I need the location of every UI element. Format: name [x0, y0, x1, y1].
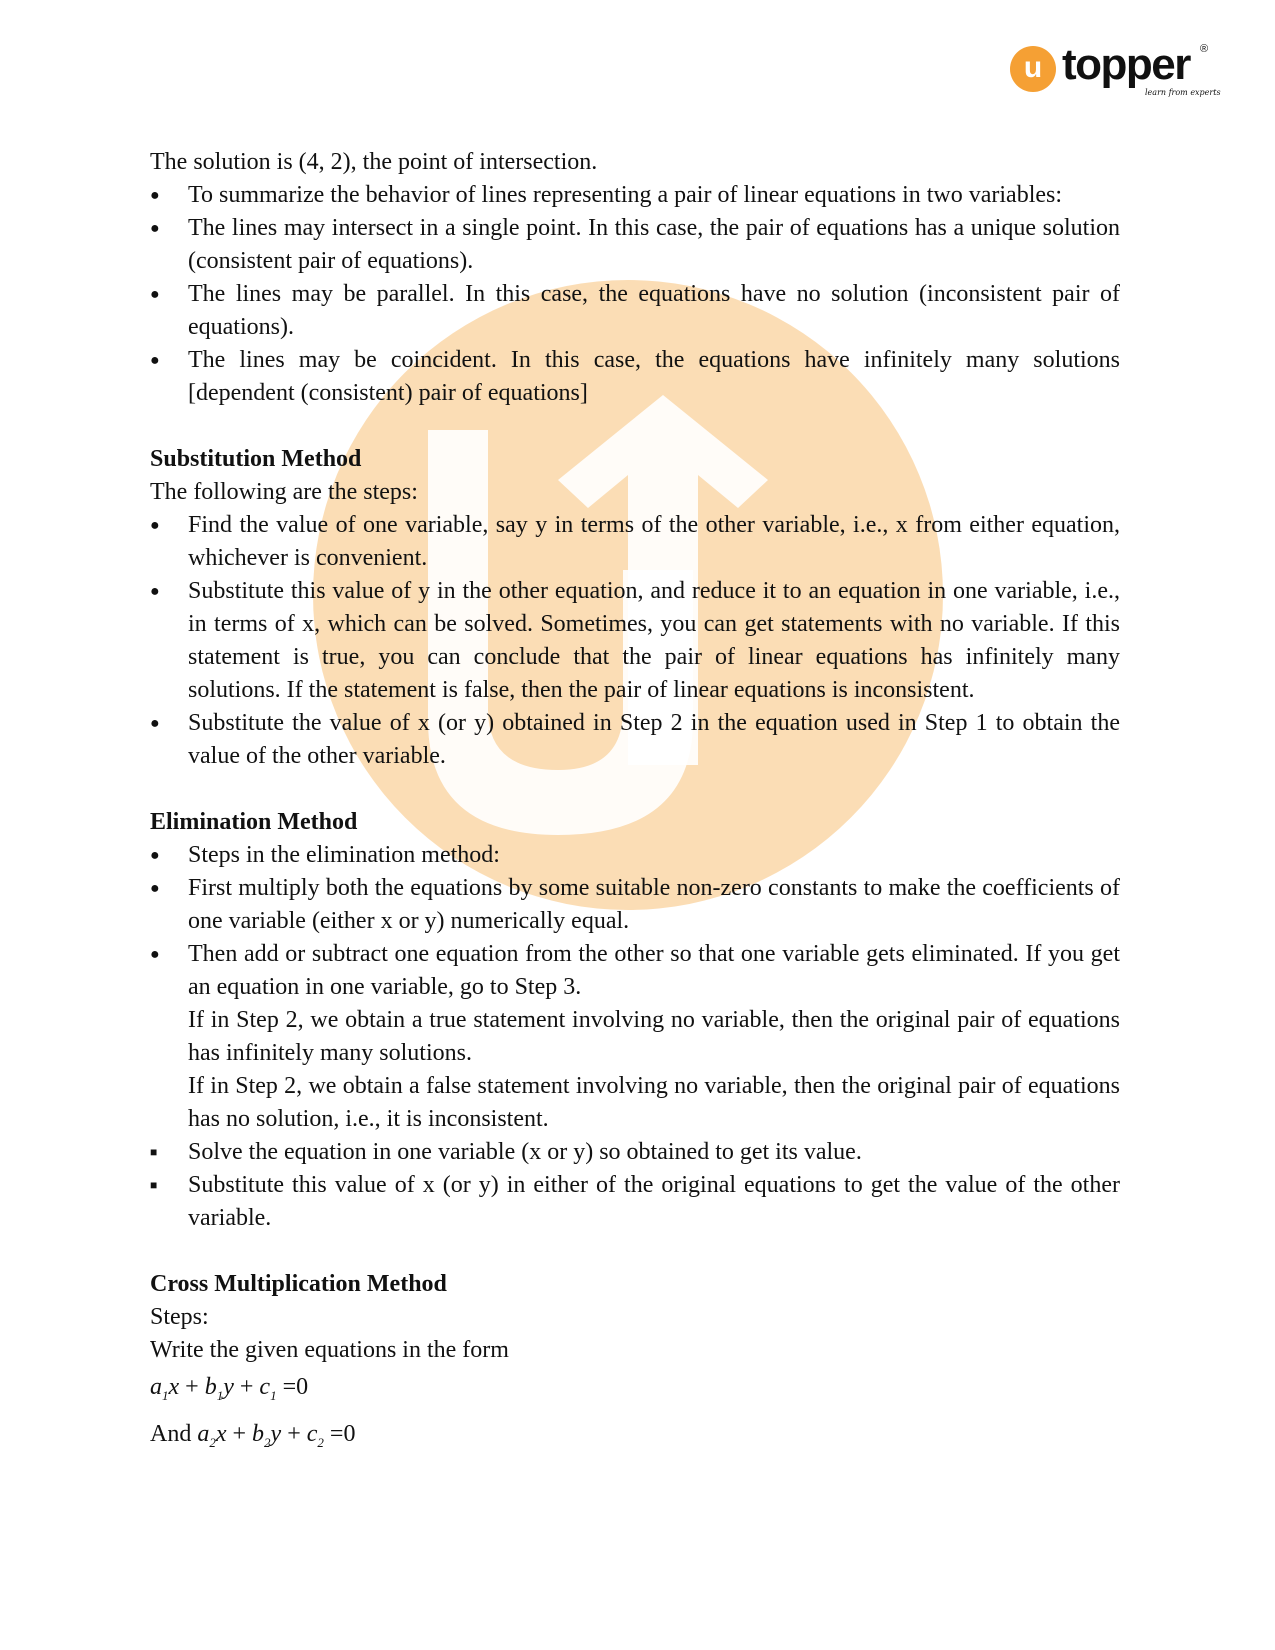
- elimination-step-text: Then add or subtract one equation from the other so that one variable gets eliminated. If you get an equation in one variable, go to Step 3.: [188, 941, 1120, 1000]
- form-line: Write the given equations in the form: [150, 1337, 509, 1363]
- list-item: ● The lines may be parallel. In this case, the equations have no solution (inconsistent pair of equations).: [150, 278, 1120, 344]
- substitution-steps: [150, 509, 1120, 773]
- elimination-heading: Elimination Method: [150, 809, 358, 835]
- solution-line: The solution is (4, 2), the point of intersection.: [150, 149, 598, 175]
- registered-mark: ®: [1200, 43, 1209, 55]
- line-behaviour-list: [150, 179, 1120, 410]
- equation-2: And $a_2x + b_2y + c_2 =0$: [150, 1420, 356, 1450]
- substitution-intro: The following are the steps:: [150, 479, 418, 505]
- logo-tagline: learn from experts: [1145, 88, 1221, 97]
- document-body: [150, 146, 1120, 1459]
- list-item: ● Steps in the elimination method:: [150, 839, 1120, 872]
- list-item: ● Substitute this value of y in the other equation, and reduce it to an equation in one variable, i.e., in terms of x, which can be solved. Sometimes, you can get statements with no variable. If this statement is true, you can conclude that the pair of linear equations has infinitely many solutions. If the statement is false, then the pair of linear equations is inconsistent.: [150, 575, 1120, 707]
- elimination-note-false: If in Step 2, we obtain a false statement involving no variable, then the original pair of equations has no solution, i.e., it is inconsistent.: [188, 1073, 1120, 1132]
- and-label: And: [150, 1420, 192, 1447]
- list-item: ● The lines may be coincident. In this case, the equations have infinitely many solutions [dependent (consistent) pair of equations]: [150, 344, 1120, 410]
- elimination-note-true: If in Step 2, we obtain a true statement involving no variable, then the original pair of equations has infinitely many solutions.: [188, 1007, 1120, 1066]
- elimination-steps: [150, 839, 1120, 1136]
- list-item: [150, 938, 1120, 1136]
- topper-logo: [1010, 40, 1221, 104]
- list-item: ● To summarize the behavior of lines representing a pair of linear equations in two variables:: [150, 179, 1120, 212]
- equation-1: $a_1x + b_1y + c_1 =0$: [150, 1374, 309, 1403]
- list-item: ● Substitute the value of x (or y) obtained in Step 2 in the equation used in Step 1 to obtain the value of the other variable.: [150, 707, 1120, 773]
- elimination-final-steps: [150, 1136, 1120, 1235]
- logo-mark: u: [1010, 46, 1056, 92]
- logo-word: topper: [1062, 40, 1190, 89]
- substitution-heading: Substitution Method: [150, 446, 362, 472]
- steps-label: Steps:: [150, 1304, 209, 1330]
- list-item: ● Find the value of one variable, say y in terms of the other variable, i.e., x from either equation, whichever is convenient.: [150, 509, 1120, 575]
- list-item: ● First multiply both the equations by some suitable non-zero constants to make the coefficients of one variable (either x or y) numerically equal.: [150, 872, 1120, 938]
- list-item: ■ Substitute this value of x (or y) in either of the original equations to get the value of the other variable.: [150, 1169, 1120, 1235]
- cross-multiplication-heading: Cross Multiplication Method: [150, 1271, 447, 1297]
- list-item: ● The lines may intersect in a single point. In this case, the pair of equations has a unique solution (consistent pair of equations).: [150, 212, 1120, 278]
- list-item: ■ Solve the equation in one variable (x or y) so obtained to get its value.: [150, 1136, 1120, 1169]
